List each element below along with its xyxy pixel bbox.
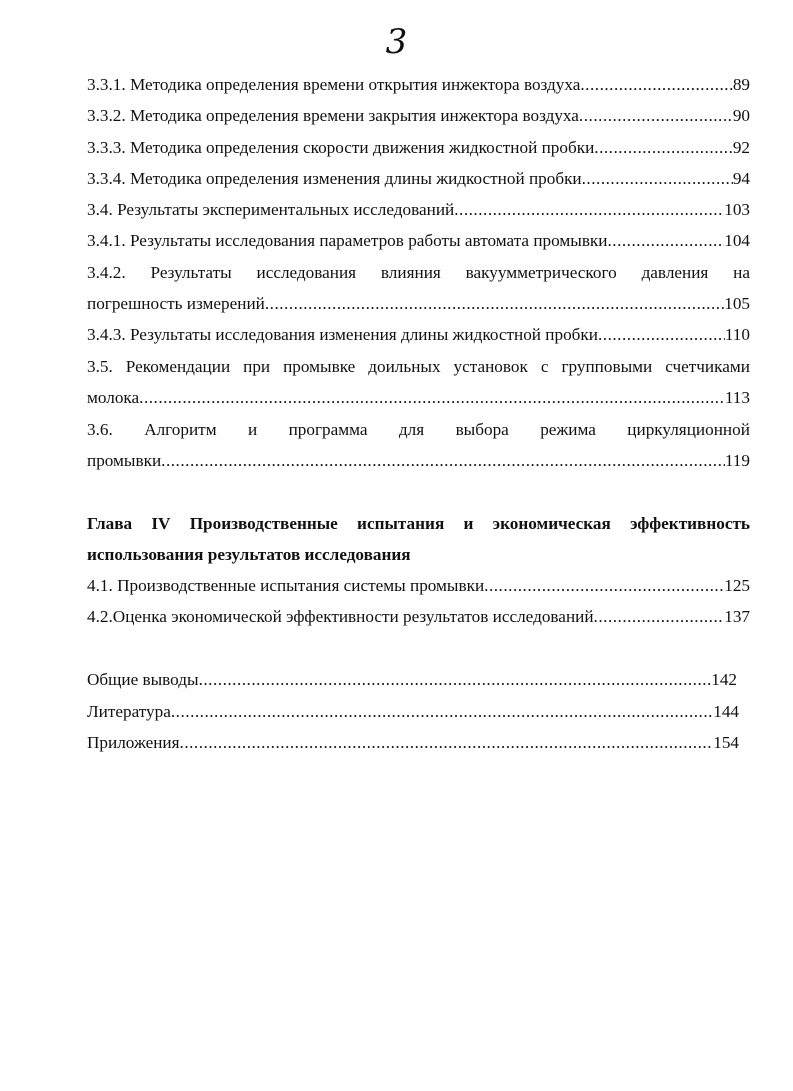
toc-entry-342-line2[interactable] (87, 294, 750, 314)
word: промывке (283, 357, 356, 376)
leader-dots (180, 733, 714, 753)
toc-entry-page: 104 (724, 231, 750, 250)
word: 3.6. (87, 420, 113, 439)
toc-entry[interactable] (87, 670, 737, 690)
toc-entry-36-line2[interactable] (87, 451, 750, 471)
word: групповыми (561, 357, 653, 376)
leader-dots (594, 138, 733, 158)
toc-entry-title: Общие выводы (87, 670, 199, 689)
toc-entry[interactable] (87, 138, 750, 158)
leader-dots (199, 670, 712, 690)
word: Рекомендации (125, 357, 231, 376)
word: Результаты (150, 263, 232, 282)
toc-entry-page: 142 (711, 670, 737, 689)
word: вакуумметрического (465, 263, 617, 282)
toc-entry-title: 3.3.3. Методика определения скорости движения жидкостной пробки (87, 138, 595, 157)
toc-entry-page: 89 (732, 75, 750, 94)
word: программа (288, 420, 368, 439)
leader-dots (607, 231, 724, 251)
word: циркуляционной (627, 420, 750, 439)
leader-dots (484, 576, 724, 596)
chapter-heading-line1[interactable] (87, 514, 750, 534)
toc-entry-page: 110 (724, 325, 750, 344)
toc-entry-page: 125 (724, 576, 750, 595)
toc-entry-title: 3.3.1. Методика определения времени открытия инжектора воздуха (87, 75, 581, 94)
toc-entry[interactable] (87, 576, 750, 596)
chapter-heading-line2: использования результатов исследования (87, 545, 411, 564)
word: выбора (455, 420, 509, 439)
toc-entry[interactable] (87, 231, 750, 251)
word: 3.5. (87, 357, 113, 376)
toc-entry-title: Приложения (87, 733, 180, 752)
leader-dots (171, 702, 713, 722)
word: Алгоритм (144, 420, 217, 439)
toc-entry-page: 154 (713, 733, 739, 752)
word: и (463, 514, 474, 533)
leader-dots (139, 388, 725, 408)
word: исследования (256, 263, 357, 282)
toc-entry-title: молока (87, 388, 140, 407)
word: для (398, 420, 425, 439)
toc-entry-title: 3.3.2. Методика определения времени закрытия инжектора воздуха (87, 106, 579, 125)
toc-entry-title: погрешность измерений (87, 294, 265, 313)
toc-entry-title: 3.4. Результаты экспериментальных исследований (87, 200, 455, 219)
leader-dots (598, 325, 725, 345)
toc-entry-page: 144 (713, 702, 739, 721)
word: на (733, 263, 750, 282)
toc-entry-page: 137 (724, 607, 750, 626)
toc-entry-page: 94 (732, 169, 750, 188)
toc-entry[interactable] (87, 106, 750, 126)
toc-entry-page: 92 (732, 138, 750, 157)
word: при (243, 357, 271, 376)
word: режима (540, 420, 596, 439)
toc-entry-title: 3.3.4. Методика определения изменения длины жидкостной пробки (87, 169, 582, 188)
word: доильных (368, 357, 441, 376)
toc-entry-page: 113 (724, 388, 750, 407)
word: Глава (87, 514, 133, 533)
toc-entry-35-line1[interactable] (87, 357, 750, 377)
toc-entry[interactable] (87, 607, 750, 627)
leader-dots (582, 169, 733, 189)
toc-entry[interactable] (87, 200, 750, 220)
word: 3.4.2. (87, 263, 126, 282)
word: экономическая (492, 514, 611, 533)
word: и (247, 420, 258, 439)
toc-entry-page: 105 (724, 294, 750, 313)
word: счетчиками (665, 357, 750, 376)
leader-dots (454, 200, 724, 220)
word: эффективность (630, 514, 750, 533)
toc-entry-35-line2[interactable] (87, 388, 750, 408)
leader-dots (265, 294, 724, 314)
toc-entry-342-line1[interactable] (87, 263, 750, 283)
word: IV (151, 514, 171, 533)
leader-dots (579, 106, 733, 126)
page-number: 3 (385, 22, 408, 62)
leader-dots (580, 75, 732, 95)
toc-entry-page: 119 (724, 451, 750, 470)
toc-entry-title: промывки (87, 451, 162, 470)
word: Производственные (189, 514, 338, 533)
word: испытания (357, 514, 445, 533)
toc-entry-title: 3.4.3. Результаты исследования изменения длины жидкостной пробки (87, 325, 598, 344)
leader-dots (594, 607, 725, 627)
toc-entry[interactable] (87, 75, 750, 95)
toc-entry-page: 90 (732, 106, 750, 125)
word: влияния (380, 263, 441, 282)
word: давления (641, 263, 709, 282)
toc-entry-title: Литература (87, 702, 171, 721)
toc-entry[interactable] (87, 169, 750, 189)
toc-entry-36-line1[interactable] (87, 420, 750, 440)
word: с (540, 357, 549, 376)
toc-entry[interactable] (87, 325, 750, 345)
toc-entry-page: 103 (724, 200, 750, 219)
toc-entry[interactable] (87, 702, 739, 722)
toc-entry-title: 4.2.Оценка экономической эффективности результатов исследований (87, 607, 594, 626)
leader-dots (161, 451, 725, 471)
toc-entry-title: 4.1. Производственные испытания системы промывки (87, 576, 485, 595)
toc-entry[interactable] (87, 733, 739, 753)
word: установок (453, 357, 528, 376)
toc-entry-title: 3.4.1. Результаты исследования параметров работы автомата промывки (87, 231, 608, 250)
